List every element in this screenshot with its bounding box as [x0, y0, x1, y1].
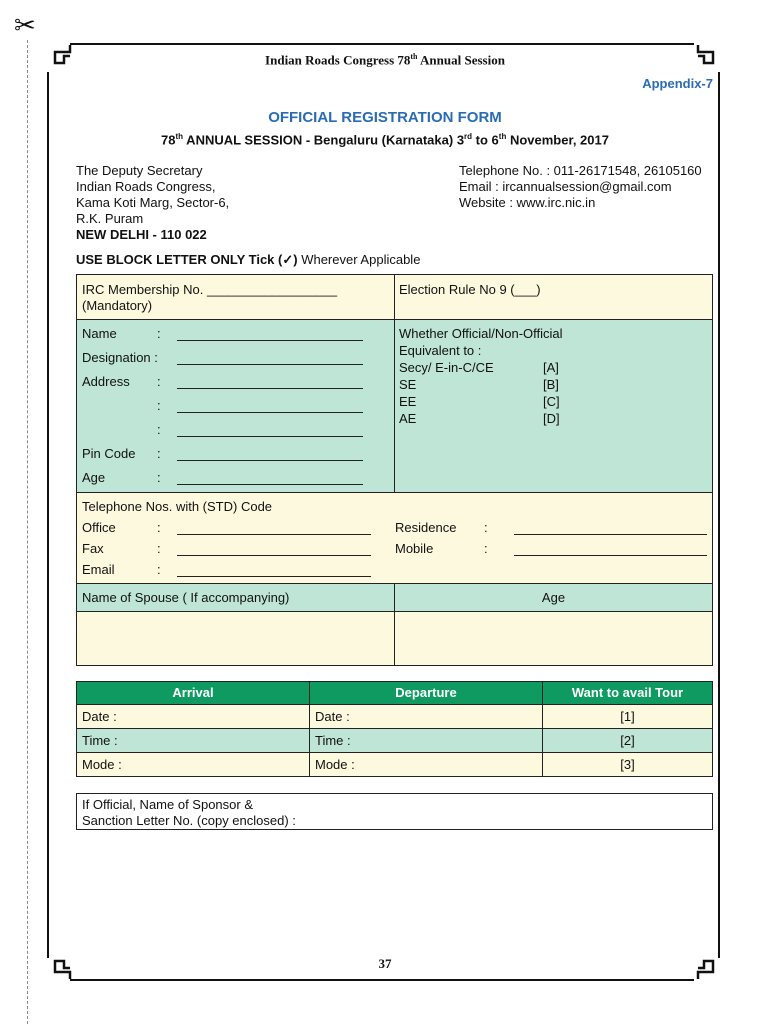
membership-number-label[interactable]: IRC Membership No. __________________ [82, 282, 338, 297]
office-field[interactable] [177, 534, 371, 535]
official-option-code[interactable]: [B] [543, 377, 559, 392]
form-subtitle: 78th ANNUAL SESSION - Bengaluru (Karnataka) 3rd to 6th November, 2017 [161, 132, 609, 148]
session-title: Indian Roads Congress 78th Annual Session [265, 52, 505, 68]
age-field[interactable] [177, 484, 363, 485]
name-label: Name [82, 326, 117, 341]
address-line-1: The Deputy Secretary [76, 163, 203, 178]
form-title: OFFICIAL REGISTRATION FORM [268, 109, 502, 126]
pin-code-label: Pin Code [82, 446, 136, 461]
arrival-time[interactable]: Time : [82, 733, 118, 748]
email-label: Email [82, 562, 115, 577]
travel-divider-1 [309, 704, 310, 777]
contact-email: Email : ircannualsession@gmail.com [459, 179, 672, 194]
membership-mandatory: (Mandatory) [82, 298, 153, 313]
email-field[interactable] [177, 576, 371, 577]
mobile-label: Mobile [395, 541, 434, 556]
name-field[interactable] [177, 340, 363, 341]
contact-telephone: Telephone No. : 011-26171548, 26105160 [459, 163, 702, 178]
address-line-3: Kama Koti Marg, Sector-6, [76, 195, 230, 210]
office-colon: : [157, 520, 161, 535]
mobile-colon: : [484, 541, 488, 556]
official-option-label: AE [399, 411, 417, 426]
official-option-label: SE [399, 377, 417, 392]
age-label: Age [82, 470, 106, 485]
official-option-code[interactable]: [C] [543, 394, 560, 409]
tour-option[interactable]: [1] [620, 709, 635, 724]
spouse-age-label: Age [541, 590, 566, 605]
official-equivalent: Equivalent to : [399, 343, 482, 358]
fax-field[interactable] [177, 555, 371, 556]
sponsor-line-2: Sanction Letter No. (copy enclosed) : [82, 813, 296, 828]
official-heading: Whether Official/Non-Official [399, 326, 563, 341]
spouse-name-field[interactable] [77, 612, 393, 665]
frame-right [718, 72, 720, 958]
frame-top [70, 43, 694, 45]
address-colon: : [157, 374, 161, 389]
address-colon-2: : [157, 398, 161, 413]
travel-header-tour: Want to avail Tour [542, 681, 713, 705]
appendix-label: Appendix-7 [642, 76, 713, 91]
address-line-4: R.K. Puram [76, 211, 144, 226]
departure-date[interactable]: Date : [315, 709, 350, 724]
spouse-age-field[interactable] [395, 612, 712, 665]
residence-field[interactable] [514, 534, 707, 535]
fax-colon: : [157, 541, 161, 556]
age-colon: : [157, 470, 161, 485]
address-colon-3: : [157, 422, 161, 437]
scissors-icon: ✂ [14, 10, 36, 40]
name-colon: : [157, 326, 161, 341]
mobile-field[interactable] [514, 555, 707, 556]
contact-website: Website : www.irc.nic.in [459, 195, 596, 210]
election-rule-label[interactable]: Election Rule No 9 (___) [399, 282, 541, 297]
arrival-date[interactable]: Date : [82, 709, 117, 724]
frame-bottom [70, 979, 694, 981]
tour-option[interactable]: [2] [620, 733, 635, 748]
departure-time[interactable]: Time : [315, 733, 351, 748]
spouse-name-label: Name of Spouse ( If accompanying) [82, 590, 290, 605]
departure-mode[interactable]: Mode : [315, 757, 355, 772]
personal-divider [394, 319, 395, 493]
pin-code-field[interactable] [177, 460, 363, 461]
tour-option[interactable]: [3] [620, 757, 635, 772]
email-colon: : [157, 562, 161, 577]
travel-header-arrival: Arrival [76, 681, 310, 705]
address-field-2[interactable] [177, 412, 363, 413]
designation-field[interactable] [177, 364, 363, 365]
instructions: USE BLOCK LETTER ONLY Tick (✓) Wherever Applicable [76, 252, 421, 267]
travel-header-departure: Departure [309, 681, 543, 705]
office-label: Office [82, 520, 116, 535]
sponsor-line-1: If Official, Name of Sponsor & [82, 797, 253, 812]
address-field-3[interactable] [177, 436, 363, 437]
designation-label: Designation : [82, 350, 158, 365]
residence-colon: : [484, 520, 488, 535]
cut-line [27, 40, 28, 1024]
residence-label: Residence [395, 520, 457, 535]
official-option-code[interactable]: [D] [543, 411, 560, 426]
membership-divider [394, 274, 395, 320]
frame-left [47, 72, 49, 958]
arrival-mode[interactable]: Mode : [82, 757, 122, 772]
pin-code-colon: : [157, 446, 161, 461]
official-option-code[interactable]: [A] [543, 360, 559, 375]
fax-label: Fax [82, 541, 104, 556]
address-field-1[interactable] [177, 388, 363, 389]
address-label: Address [82, 374, 130, 389]
address-line-5: NEW DELHI - 110 022 [76, 227, 207, 242]
telephone-heading: Telephone Nos. with (STD) Code [82, 499, 273, 514]
official-option-label: EE [399, 394, 417, 409]
address-line-2: Indian Roads Congress, [76, 179, 216, 194]
official-option-label: Secy/ E-in-C/CE [399, 360, 494, 375]
page-number: 37 [378, 956, 392, 971]
